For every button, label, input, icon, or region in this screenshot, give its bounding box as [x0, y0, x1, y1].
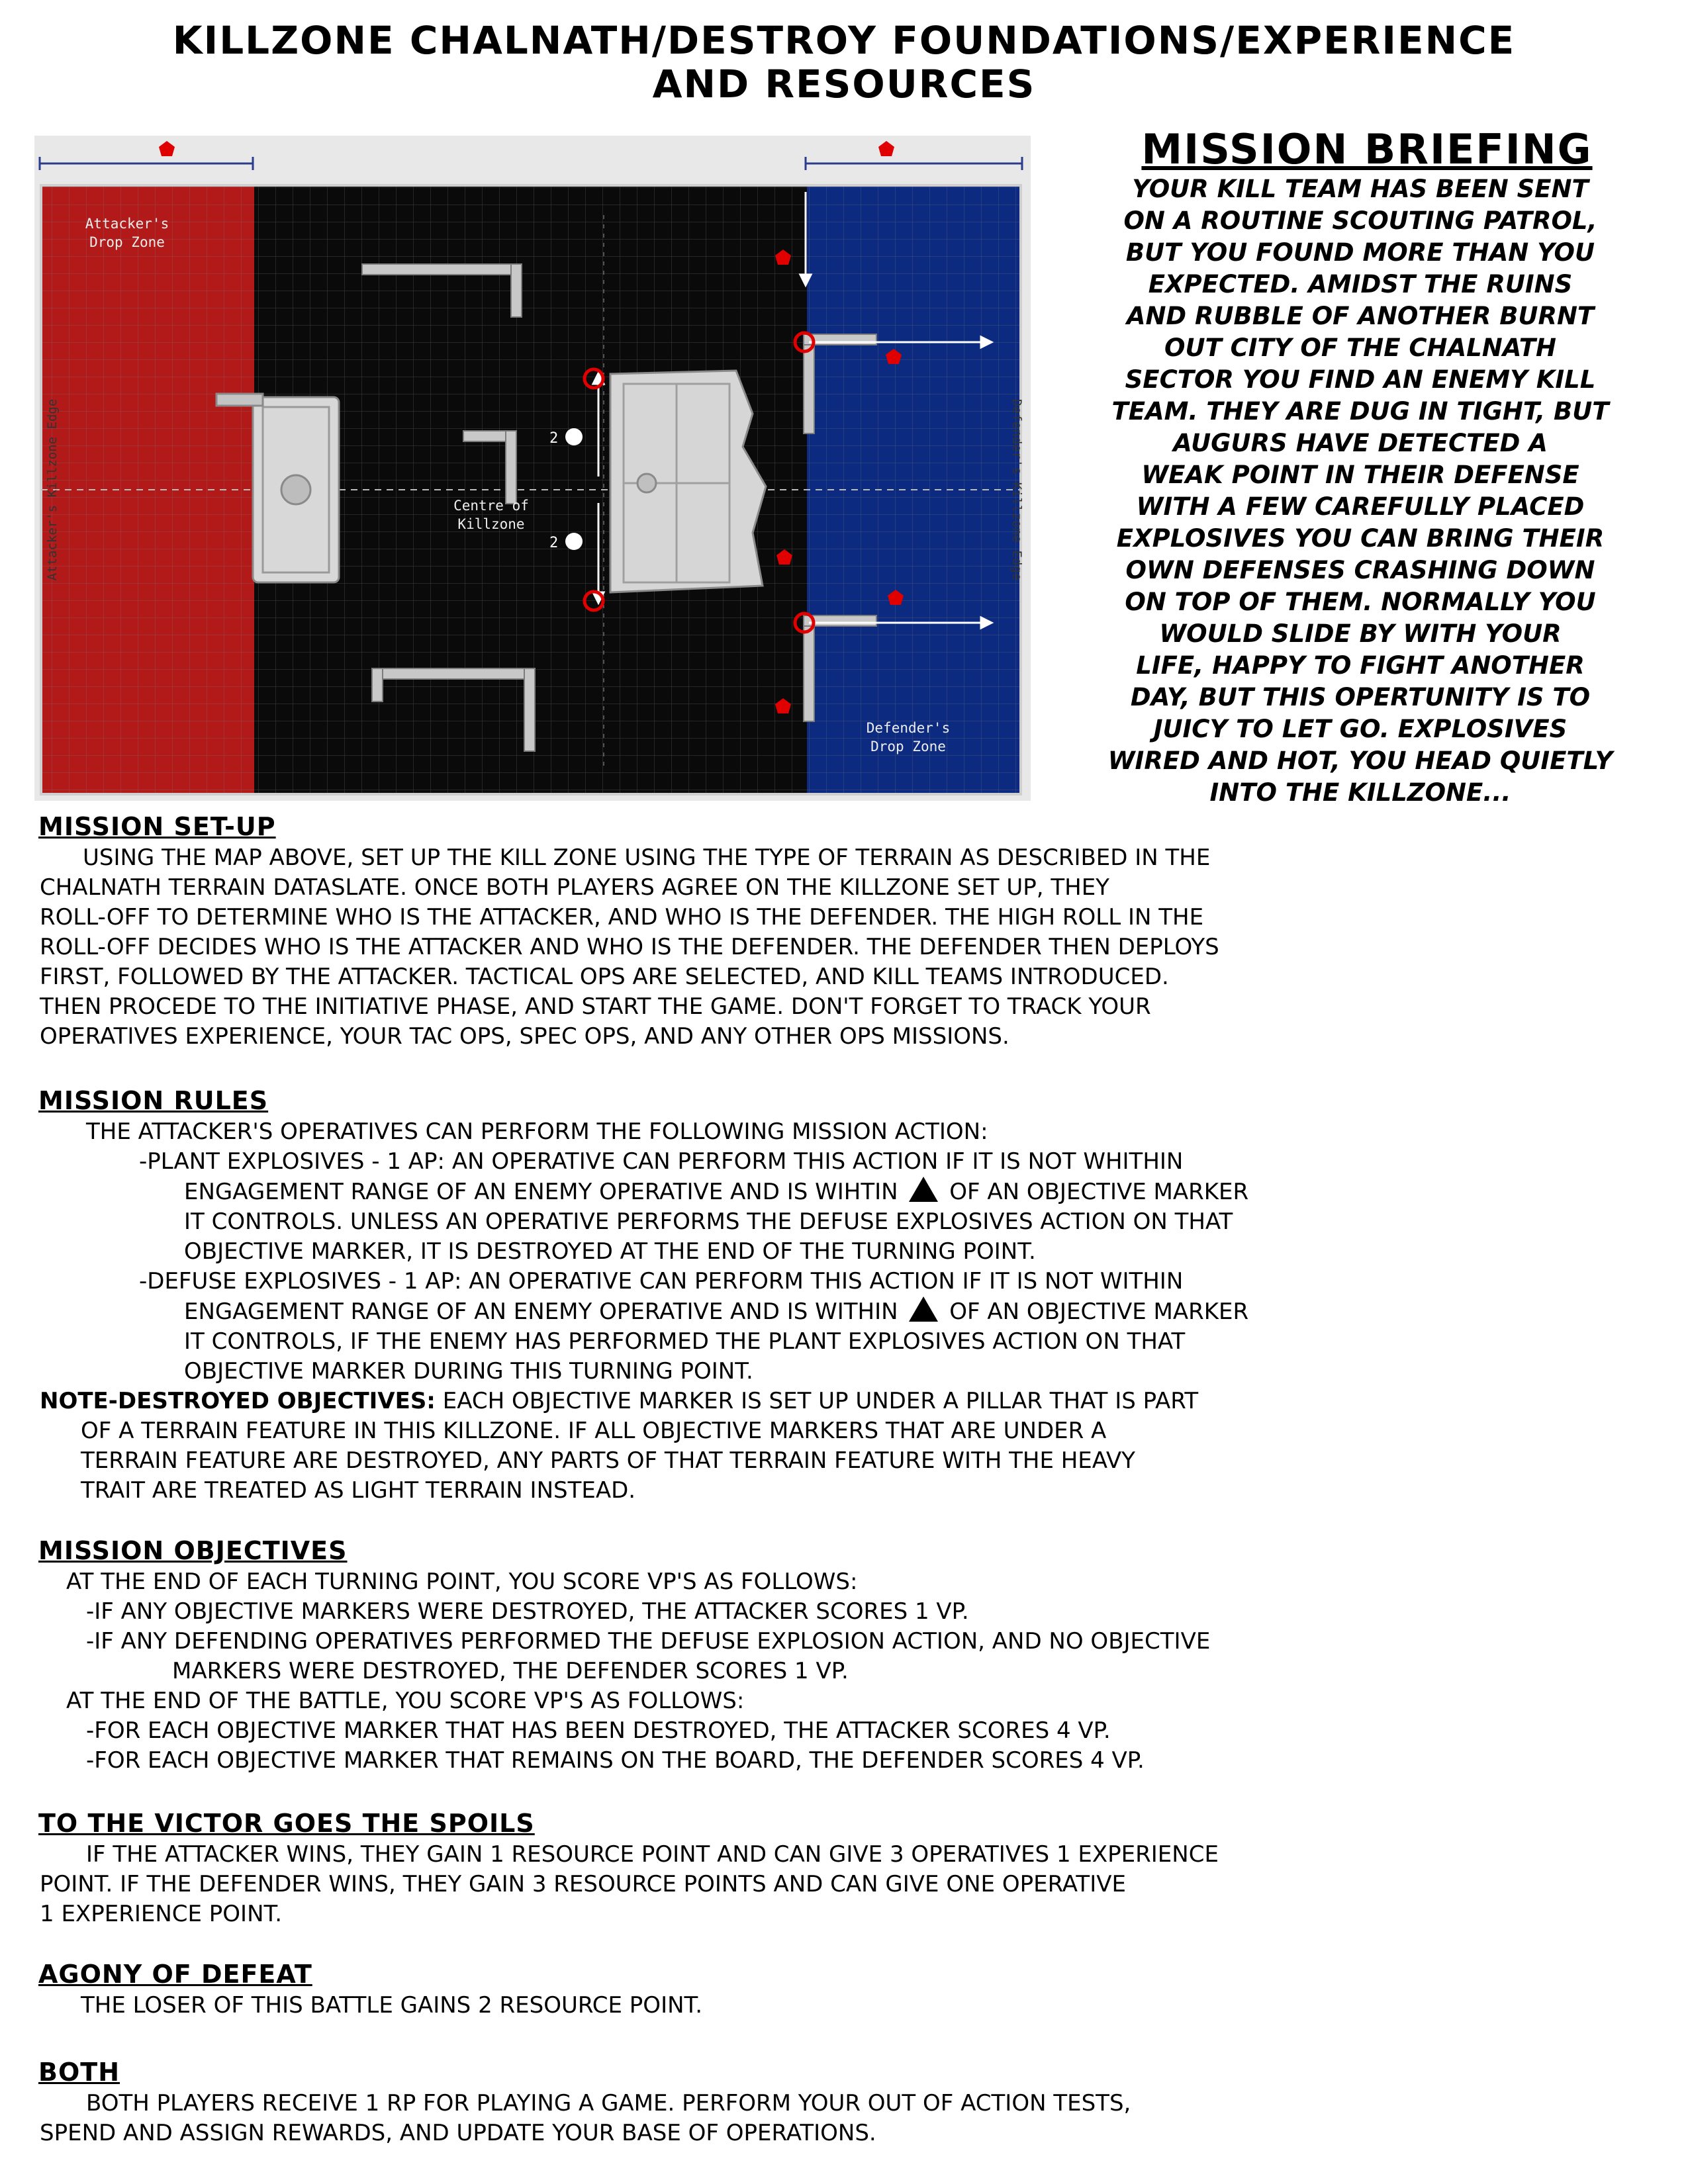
briefing-line: JUICY TO LET GO. EXPLOSIVES: [1153, 715, 1568, 743]
briefing-line: WEAK POINT IN THEIR DEFENSE: [1141, 461, 1579, 489]
briefing-line: BUT YOU FOUND MORE THAN YOU: [1125, 238, 1595, 267]
briefing-line: SECTOR YOU FIND AN ENEMY KILL: [1125, 365, 1596, 394]
defuse-line: -DEFUSE EXPLOSIVES - 1 AP: AN OPERATIVE CAN PERFORM THIS ACTION IF IT IS NOT WITHIN: [139, 1268, 1184, 1295]
victor-text: [40, 1840, 1219, 1929]
centre-label: Centre of: [453, 498, 529, 514]
setup-text: [40, 843, 1219, 1052]
white-marker: [565, 428, 583, 445]
setup-heading: MISSION SET-UP: [38, 812, 276, 841]
defuse-line: ENGAGEMENT RANGE OF AN ENEMY OPERATIVE AND IS WITHIN OF AN OBJECTIVE MARKER: [40, 1297, 1248, 1327]
both-line: BOTH PLAYERS RECEIVE 1 RP FOR PLAYING A GAME. PERFORM YOUR OUT OF ACTION TESTS,: [86, 2090, 1131, 2116]
briefing-heading: MISSION BRIEFING: [1141, 125, 1593, 173]
objectives-heading: MISSION OBJECTIVES: [38, 1536, 348, 1565]
setup-line: ROLL-OFF TO DETERMINE WHO IS THE ATTACKER, AND WHO IS THE DEFENDER. THE HIGH ROLL IN THE: [40, 904, 1204, 931]
objectives-line: -FOR EACH OBJECTIVE MARKER THAT HAS BEEN DESTROYED, THE ATTACKER SCORES 4 VP.: [86, 1717, 1111, 1744]
defuse-line: OBJECTIVE MARKER DURING THIS TURNING POINT.: [184, 1358, 753, 1385]
objectives-text: [40, 1567, 1210, 1776]
objectives-line: -FOR EACH OBJECTIVE MARKER THAT REMAINS ON THE BOARD, THE DEFENDER SCORES 4 VP.: [86, 1747, 1145, 1774]
plant-line: -PLANT EXPLOSIVES - 1 AP: AN OPERATIVE CAN PERFORM THIS ACTION IF IT IS NOT WHITHIN: [139, 1148, 1184, 1175]
defeat-text: [40, 1991, 702, 2021]
plant-line: ENGAGEMENT RANGE OF AN ENEMY OPERATIVE AND IS WIHTIN OF AN OBJECTIVE MARKER: [40, 1177, 1248, 1207]
note-line: OF A TERRAIN FEATURE IN THIS KILLZONE. IF ALL OBJECTIVE MARKERS THAT ARE UNDER A: [81, 1418, 1107, 1444]
briefing-line: AUGURS HAVE DETECTED A: [1173, 429, 1548, 457]
briefing-line: EXPECTED. AMIDST THE RUINS: [1148, 270, 1573, 298]
killzone-map-svg: [34, 136, 1031, 801]
objectives-line: AT THE END OF EACH TURNING POINT, YOU SCORE VP'S AS FOLLOWS:: [66, 1569, 858, 1595]
plant-line: OBJECTIVE MARKER, IT IS DESTROYED AT THE END OF THE TURNING POINT.: [184, 1238, 1036, 1265]
rules-heading: MISSION RULES: [38, 1086, 269, 1115]
attacker-edge-label: Attacker's Killzone Edge: [45, 398, 60, 581]
marker-label: 2: [549, 430, 559, 447]
centre-label: Killzone: [457, 516, 525, 532]
briefing-line: WOULD SLIDE BY WITH YOUR: [1159, 619, 1562, 648]
briefing-line: ON A ROUTINE SCOUTING PATROL,: [1123, 206, 1597, 235]
victor-line: POINT. IF THE DEFENDER WINS, THEY GAIN 3 RESOURCE POINTS AND CAN GIVE ONE OPERATIVE: [40, 1871, 1126, 1897]
victor-heading: TO THE VICTOR GOES THE SPOILS: [38, 1809, 535, 1838]
note-label: NOTE-DESTROYED OBJECTIVES:: [40, 1388, 436, 1414]
note-line: NOTE-DESTROYED OBJECTIVES: EACH OBJECTIVE MARKER IS SET UP UNDER A PILLAR THAT IS PART: [40, 1388, 1199, 1414]
setup-line: THEN PROCEDE TO THE INITIATIVE PHASE, AND START THE GAME. DON'T FORGET TO TRACK YOUR: [40, 993, 1151, 1020]
briefing-line: INTO THE KILLZONE...: [1209, 778, 1511, 807]
title-line-2: AND RESOURCES: [652, 62, 1036, 107]
white-marker: [565, 533, 583, 550]
setup-line: ROLL-OFF DECIDES WHO IS THE ATTACKER AND WHO IS THE DEFENDER. THE DEFENDER THEN DEPLOYS: [40, 934, 1219, 960]
setup-line: OPERATIVES EXPERIENCE, YOUR TAC OPS, SPEC OPS, AND ANY OTHER OPS MISSIONS.: [40, 1023, 1009, 1050]
briefing-line: OUT CITY OF THE CHALNATH: [1164, 334, 1557, 362]
note-line: TRAIT ARE TREATED AS LIGHT TERRAIN INSTEAD.: [81, 1477, 636, 1504]
attacker-drop-zone-label: Attacker's: [85, 216, 169, 232]
briefing-line: OWN DEFENSES CRASHING DOWN: [1125, 556, 1595, 584]
victor-line: IF THE ATTACKER WINS, THEY GAIN 1 RESOURCE POINT AND CAN GIVE 3 OPERATIVES 1 EXPERIENCE: [86, 1841, 1219, 1868]
defuse-line: IT CONTROLS, IF THE ENEMY HAS PERFORMED THE PLANT EXPLOSIVES ACTION ON THAT: [184, 1328, 1186, 1355]
briefing-line: TEAM. THEY ARE DUG IN TIGHT, BUT: [1111, 397, 1609, 426]
marker-label: 2: [549, 535, 559, 551]
briefing-line: EXPLOSIVES YOU CAN BRING THEIR: [1116, 524, 1605, 553]
setup-line: CHALNATH TERRAIN DATASLATE. ONCE BOTH PLAYERS AGREE ON THE KILLZONE SET UP, THEY: [40, 874, 1109, 901]
rules-intro: THE ATTACKER'S OPERATIVES CAN PERFORM THE FOLLOWING MISSION ACTION:: [86, 1118, 988, 1145]
both-line: SPEND AND ASSIGN REWARDS, AND UPDATE YOUR BASE OF OPERATIONS.: [40, 2120, 876, 2146]
briefing-line: WIRED AND HOT, YOU HEAD QUIETLY: [1107, 747, 1613, 775]
setup-line: FIRST, FOLLOWED BY THE ATTACKER. TACTICAL OPS ARE SELECTED, AND KILL TEAMS INTRODUCED.: [40, 964, 1169, 990]
setup-line: USING THE MAP ABOVE, SET UP THE KILL ZONE USING THE TYPE OF TERRAIN AS DESCRIBED IN THE: [83, 844, 1211, 871]
defender-edge-label: Defender's Killzone Edge: [1009, 398, 1024, 581]
plant-line: IT CONTROLS. UNLESS AN OPERATIVE PERFORMS THE DEFUSE EXPLOSIVES ACTION ON THAT: [184, 1208, 1233, 1235]
briefing-line: YOUR KILL TEAM HAS BEEN SENT: [1132, 175, 1589, 203]
defeat-heading: AGONY OF DEFEAT: [38, 1960, 312, 1989]
killzone-map: [34, 136, 1031, 801]
briefing-line: LIFE, HAPPY TO FIGHT ANOTHER: [1136, 651, 1585, 680]
briefing-line: ON TOP OF THEM. NORMALLY YOU: [1125, 588, 1596, 616]
objectives-line: -IF ANY DEFENDING OPERATIVES PERFORMED THE DEFUSE EXPLOSION ACTION, AND NO OBJECTIVE: [86, 1628, 1211, 1655]
objectives-line: AT THE END OF THE BATTLE, YOU SCORE VP'S AS FOLLOWS:: [66, 1688, 745, 1714]
note-line: TERRAIN FEATURE ARE DESTROYED, ANY PARTS OF THAT TERRAIN FEATURE WITH THE HEAVY: [81, 1447, 1135, 1474]
triangle-range-icon: [909, 1177, 938, 1202]
victor-line: 1 EXPERIENCE POINT.: [40, 1901, 283, 1927]
defender-drop-zone-label: Drop Zone: [870, 739, 946, 754]
defender-drop-zone-label: Defender's: [866, 720, 951, 736]
triangle-range-icon: [909, 1297, 938, 1322]
briefing-line: WITH A FEW CAREFULLY PLACED: [1136, 492, 1585, 521]
briefing-text: [1033, 173, 1688, 809]
title-line-1: KILLZONE CHALNATH/DESTROY FOUNDATIONS/EXPERIENCE: [172, 18, 1516, 63]
briefing-line: AND RUBBLE OF ANOTHER BURNT: [1126, 302, 1595, 330]
objectives-line: MARKERS WERE DESTROYED, THE DEFENDER SCORES 1 VP.: [172, 1658, 849, 1684]
both-heading: BOTH: [38, 2058, 120, 2087]
objectives-line: -IF ANY OBJECTIVE MARKERS WERE DESTROYED, THE ATTACKER SCORES 1 VP.: [86, 1598, 969, 1625]
page-title: [0, 19, 1688, 106]
rules-text: [40, 1117, 1248, 1506]
both-text: [40, 2089, 1131, 2148]
briefing-line: DAY, BUT THIS OPERTUNITY IS TO: [1130, 683, 1591, 711]
defeat-line: THE LOSER OF THIS BATTLE GAINS 2 RESOURCE POINT.: [81, 1992, 703, 2019]
attacker-drop-zone-label: Drop Zone: [89, 234, 165, 250]
